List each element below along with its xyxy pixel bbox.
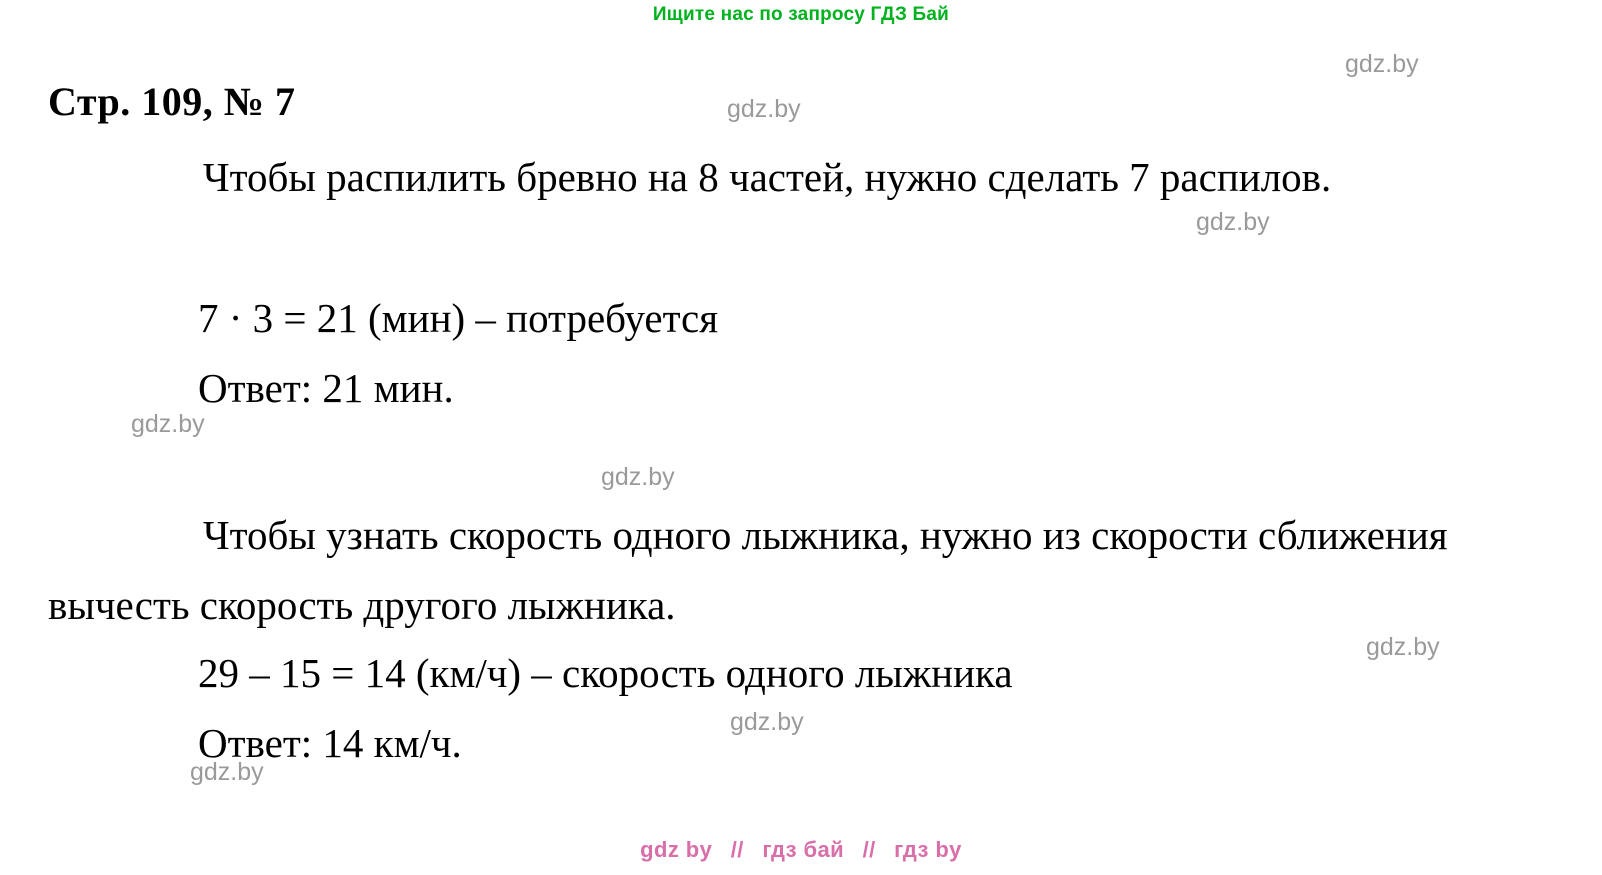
- task1-statement: Чтобы распилить бревно на 8 частей, нужно сделать 7 распилов.: [203, 154, 1332, 200]
- watermark: gdz.by: [730, 708, 804, 736]
- watermark: gdz.by: [727, 95, 801, 123]
- task2-answer: Ответ: 14 км/ч.: [198, 720, 462, 766]
- footer-separator-1: //: [730, 837, 744, 862]
- footer-separator-2: //: [862, 837, 876, 862]
- watermark: gdz.by: [190, 758, 264, 786]
- promo-banner: Ищите нас по запросу ГДЗ Бай: [652, 4, 950, 25]
- footer-item-1: gdz by: [640, 837, 713, 862]
- footer-item-2: гдз бай: [762, 837, 845, 862]
- task2-equation: 29 – 15 = 14 (км/ч) – скорость одного лыжника: [198, 650, 1013, 696]
- footer-item-3: гдз by: [894, 837, 962, 862]
- watermark: gdz.by: [601, 463, 675, 491]
- page-title: Стр. 109, № 7: [48, 79, 296, 124]
- watermark: gdz.by: [1345, 50, 1419, 78]
- watermark: gdz.by: [1366, 633, 1440, 661]
- watermark: gdz.by: [131, 410, 205, 438]
- footer: [0, 837, 1602, 863]
- task1-answer: Ответ: 21 мин.: [198, 365, 454, 411]
- watermark: gdz.by: [1196, 208, 1270, 236]
- task1-equation: 7 · 3 = 21 (мин) – потребуется: [198, 295, 719, 341]
- task2-statement: Чтобы узнать скорость одного лыжника, нужно из скорости сближения вычесть скорость другого лыжника.: [48, 512, 1458, 628]
